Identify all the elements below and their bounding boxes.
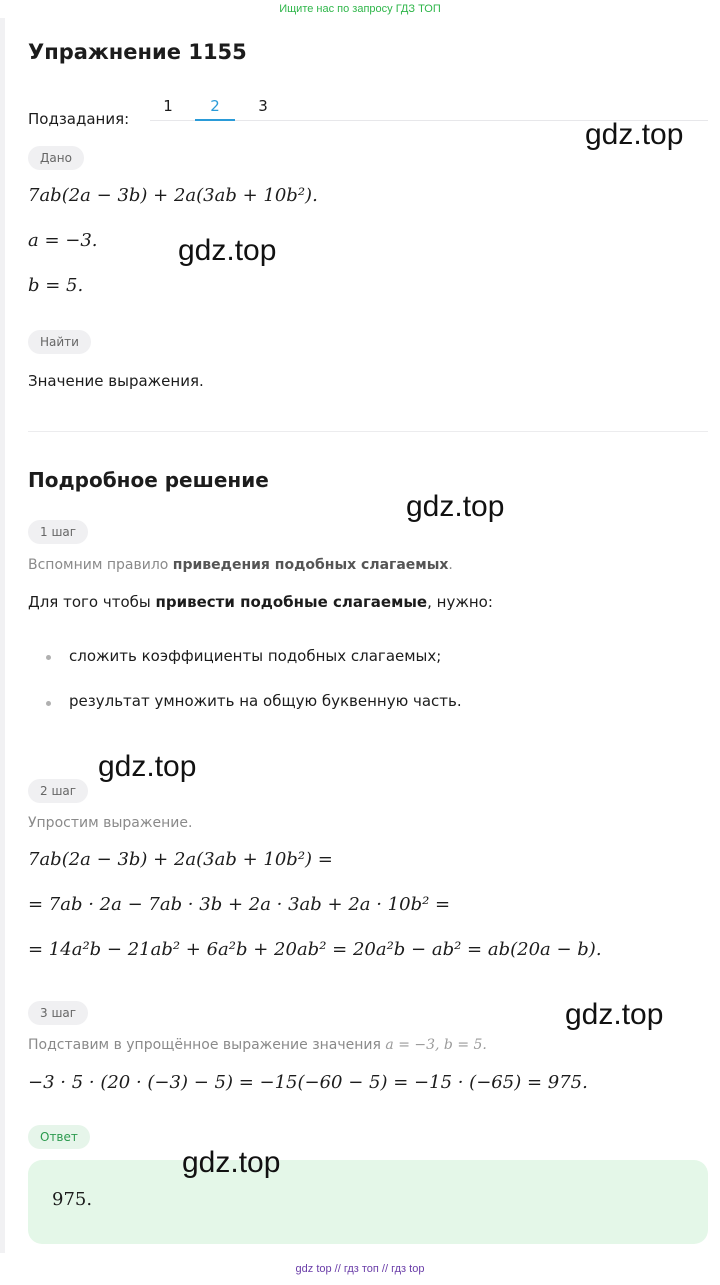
watermark: gdz.top	[178, 234, 277, 267]
given-expression: 7ab(2a − 3b) + 2a(3ab + 10b²).	[28, 185, 318, 206]
watermark: gdz.top	[406, 490, 505, 523]
step-3-calculation: −3 · 5 · (20 · (−3) − 5) = −15(−60 − 5) = −15 · (−65) = 975.	[28, 1072, 588, 1093]
left-border	[0, 18, 5, 1253]
bullet-item-1: сложить коэффициенты подобных слагаемых;	[69, 647, 442, 665]
step-2-line-3: = 14a²b − 21ab² + 6a²b + 20ab² = 20a²b − ab² = ab(20a − b).	[28, 939, 602, 960]
solution-title: Подробное решение	[28, 468, 269, 492]
given-b: b = 5.	[28, 275, 84, 296]
step-2-line-2: = 7ab · 2a − 7ab · 3b + 2a · 3ab + 2a · 10b² =	[28, 894, 451, 915]
answer-badge: Ответ	[28, 1125, 90, 1149]
bullet-dot	[46, 655, 51, 660]
given-badge: Дано	[28, 146, 84, 170]
step-1-badge: 1 шаг	[28, 520, 88, 544]
step-2-badge: 2 шаг	[28, 779, 88, 803]
given-a: a = −3.	[28, 230, 98, 251]
watermark: gdz.top	[585, 118, 684, 151]
watermark: gdz.top	[565, 998, 664, 1031]
top-banner: Ищите нас по запросу ГДЗ ТОП	[279, 3, 441, 15]
footer-links[interactable]: gdz top // гдз топ // гдз top	[295, 1263, 425, 1275]
step-3-badge: 3 шаг	[28, 1001, 88, 1025]
watermark: gdz.top	[182, 1146, 281, 1179]
step-2-line-1: 7ab(2a − 3b) + 2a(3ab + 10b²) =	[28, 849, 333, 870]
answer-box	[28, 1160, 708, 1244]
step-1-rule: Для того чтобы привести подобные слагаемые, нужно:	[28, 593, 493, 611]
watermark: gdz.top	[98, 750, 197, 783]
tab-subtask-2[interactable]: 2	[195, 92, 235, 121]
find-text: Значение выражения.	[28, 372, 204, 390]
page-title: Упражнение 1155	[28, 40, 247, 64]
find-badge: Найти	[28, 330, 91, 354]
bullet-item-2: результат умножить на общую буквенную часть.	[69, 692, 462, 710]
bullet-dot	[46, 701, 51, 706]
step-2-intro: Упростим выражение.	[28, 815, 193, 831]
section-divider	[28, 431, 708, 432]
answer-value: 975.	[52, 1189, 93, 1210]
step-3-intro: Подставим в упрощённое выражение значения a = −3, b = 5.	[28, 1037, 487, 1053]
step-1-intro: Вспомним правило приведения подобных слагаемых.	[28, 557, 453, 573]
tab-subtask-3[interactable]: 3	[258, 97, 268, 115]
subtasks-label: Подзадания:	[28, 110, 130, 128]
tab-subtask-1[interactable]: 1	[163, 97, 173, 115]
